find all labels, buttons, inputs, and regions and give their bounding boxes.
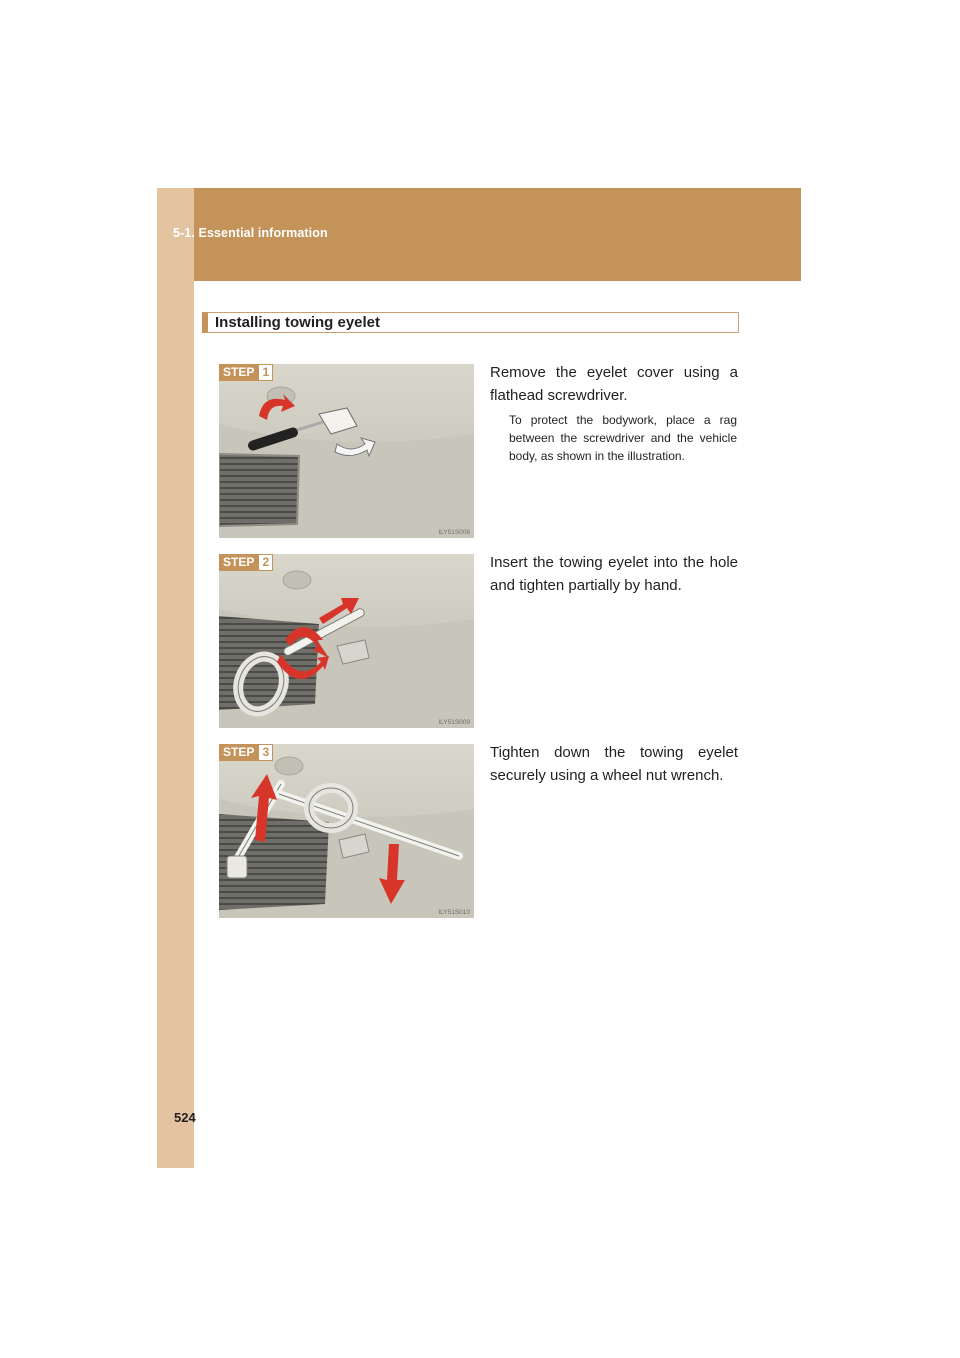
image-code: ILY51S008 [438, 529, 470, 536]
bumper-eyelet-image [219, 554, 474, 728]
side-band [157, 188, 194, 1168]
image-code: ILY51S010 [438, 909, 470, 916]
section-label: 5-1. Essential information [173, 226, 328, 240]
step-1-text: Remove the eyelet cover using a flathead screwdriver. [490, 364, 738, 404]
page-number: 524 [174, 1110, 196, 1125]
section-heading [202, 312, 739, 333]
step-2-illustration [219, 554, 474, 728]
step-badge-label: STEP [219, 744, 258, 761]
step-badge-label: STEP [219, 364, 258, 381]
step-3-illustration [219, 744, 474, 918]
step-1-badge [219, 364, 273, 381]
step-2-badge [219, 554, 273, 571]
bumper-wrench-image [219, 744, 474, 918]
step-badge-number: 2 [258, 554, 273, 571]
section-title: Installing towing eyelet [215, 314, 381, 331]
step-3-text: Tighten down the towing eyelet securely using a wheel nut wrench. [490, 744, 738, 784]
step-1-illustration [219, 364, 474, 538]
step-badge-number: 3 [258, 744, 273, 761]
step-1-note: To protect the bodywork, place a rag between the screwdriver and the vehicle body, as shown in the illustration. [509, 413, 737, 463]
step-3-badge [219, 744, 273, 761]
image-code: ILY51S009 [438, 719, 470, 726]
step-badge-label: STEP [219, 554, 258, 571]
step-2-text: Insert the towing eyelet into the hole and tighten partially by hand. [490, 554, 738, 594]
bumper-screwdriver-image [219, 364, 474, 538]
step-badge-number: 1 [258, 364, 273, 381]
